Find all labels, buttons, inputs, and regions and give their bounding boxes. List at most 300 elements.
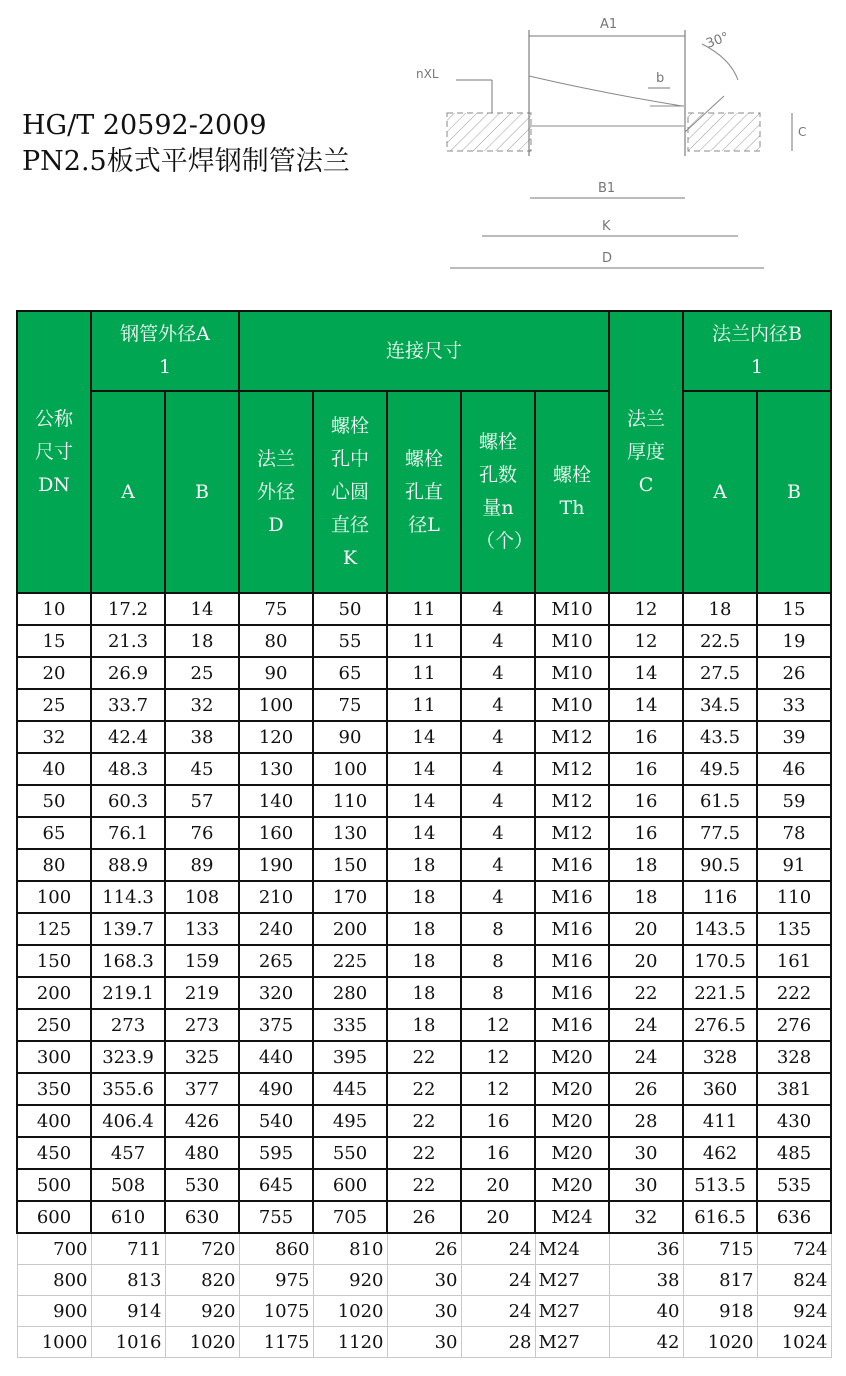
cell-d: 265 <box>239 945 313 977</box>
cell-b1-b: 110 <box>757 881 831 913</box>
cell-k: 395 <box>313 1041 387 1073</box>
header-k: 螺栓孔中心圆直径K <box>313 391 387 593</box>
cell-a1-a: 323.9 <box>91 1041 165 1073</box>
table-row <box>17 1327 831 1358</box>
cell-l: 26 <box>387 1233 461 1265</box>
label-d: D <box>602 251 613 266</box>
pipe-outline <box>529 30 685 156</box>
cell-a1-b: 273 <box>165 1009 239 1041</box>
cell-b1-a: 276.5 <box>683 1009 757 1041</box>
cell-b1-a: 715 <box>683 1233 757 1265</box>
cell-n: 16 <box>461 1105 535 1137</box>
cell-n: 4 <box>461 625 535 657</box>
cell-d: 1175 <box>239 1327 313 1358</box>
cell-dn: 450 <box>17 1137 91 1169</box>
cell-d: 160 <box>239 817 313 849</box>
cell-dn: 65 <box>17 817 91 849</box>
cell-n: 8 <box>461 977 535 1009</box>
cell-th: M20 <box>535 1105 609 1137</box>
cell-th: M12 <box>535 753 609 785</box>
label-c: C <box>798 125 807 139</box>
cell-b1-b: 430 <box>757 1105 831 1137</box>
cell-l: 26 <box>387 1201 461 1233</box>
cell-l: 18 <box>387 977 461 1009</box>
table-row <box>17 625 831 657</box>
cell-dn: 300 <box>17 1041 91 1073</box>
cell-b1-b: 78 <box>757 817 831 849</box>
cell-th: M16 <box>535 881 609 913</box>
cell-a1-a: 42.4 <box>91 721 165 753</box>
cell-a1-b: 14 <box>165 593 239 625</box>
table-row <box>17 1265 831 1296</box>
table-row <box>17 881 831 913</box>
header-a1-b: B <box>165 391 239 593</box>
table-row <box>17 1041 831 1073</box>
cell-a1-b: 530 <box>165 1169 239 1201</box>
flange-spec-table <box>16 310 832 1358</box>
cell-l: 14 <box>387 721 461 753</box>
cell-dn: 500 <box>17 1169 91 1201</box>
table-row <box>17 1073 831 1105</box>
cell-b1-b: 636 <box>757 1201 831 1233</box>
table-body <box>17 593 831 1358</box>
cell-a1-b: 45 <box>165 753 239 785</box>
cell-th: M24 <box>535 1233 609 1265</box>
cell-n: 4 <box>461 753 535 785</box>
label-k: K <box>602 219 611 234</box>
cell-b1-b: 724 <box>757 1233 831 1265</box>
cell-l: 22 <box>387 1137 461 1169</box>
cell-b1-a: 513.5 <box>683 1169 757 1201</box>
cell-n: 28 <box>461 1327 535 1358</box>
label-nxl: nXL <box>416 67 439 81</box>
cell-k: 1020 <box>313 1296 387 1327</box>
cell-d: 100 <box>239 689 313 721</box>
cell-dn: 32 <box>17 721 91 753</box>
cell-th: M10 <box>535 657 609 689</box>
cell-b1-a: 18 <box>683 593 757 625</box>
table-row <box>17 977 831 1009</box>
table-row <box>17 593 831 625</box>
cell-c: 20 <box>609 945 683 977</box>
header-conn-group: 连接尺寸 <box>239 311 609 391</box>
cell-a1-a: 1016 <box>91 1327 165 1358</box>
cell-dn: 100 <box>17 881 91 913</box>
header-b1-group: 法兰内径B1 <box>683 311 831 391</box>
cell-d: 645 <box>239 1169 313 1201</box>
cell-a1-a: 711 <box>91 1233 165 1265</box>
cell-a1-a: 406.4 <box>91 1105 165 1137</box>
cell-th: M20 <box>535 1137 609 1169</box>
cell-dn: 40 <box>17 753 91 785</box>
cell-d: 75 <box>239 593 313 625</box>
cell-b1-b: 381 <box>757 1073 831 1105</box>
cell-l: 22 <box>387 1105 461 1137</box>
cell-k: 810 <box>313 1233 387 1265</box>
cell-b1-a: 61.5 <box>683 785 757 817</box>
table-row <box>17 689 831 721</box>
cell-b1-a: 221.5 <box>683 977 757 1009</box>
cell-n: 4 <box>461 785 535 817</box>
cell-th: M12 <box>535 721 609 753</box>
cell-d: 140 <box>239 785 313 817</box>
cell-c: 16 <box>609 785 683 817</box>
cell-c: 16 <box>609 721 683 753</box>
cell-b1-b: 1024 <box>757 1327 831 1358</box>
cell-n: 24 <box>461 1265 535 1296</box>
cell-th: M20 <box>535 1073 609 1105</box>
table-row <box>17 1105 831 1137</box>
cell-k: 200 <box>313 913 387 945</box>
cell-c: 30 <box>609 1137 683 1169</box>
label-b1: B1 <box>598 181 616 196</box>
cell-d: 375 <box>239 1009 313 1041</box>
cell-dn: 800 <box>17 1265 91 1296</box>
cell-b1-b: 19 <box>757 625 831 657</box>
cell-l: 30 <box>387 1296 461 1327</box>
table-row <box>17 817 831 849</box>
cell-th: M20 <box>535 1169 609 1201</box>
cell-d: 80 <box>239 625 313 657</box>
table-row <box>17 1009 831 1041</box>
cell-a1-a: 139.7 <box>91 913 165 945</box>
cell-a1-b: 920 <box>165 1296 239 1327</box>
cell-th: M10 <box>535 593 609 625</box>
standard-code: HG/T 20592-2009 <box>22 110 267 141</box>
cell-b1-a: 34.5 <box>683 689 757 721</box>
cell-l: 11 <box>387 689 461 721</box>
cell-b1-b: 485 <box>757 1137 831 1169</box>
cell-b1-a: 27.5 <box>683 657 757 689</box>
cell-n: 24 <box>461 1296 535 1327</box>
cell-b1-a: 170.5 <box>683 945 757 977</box>
table-row <box>17 1137 831 1169</box>
table-row <box>17 945 831 977</box>
cell-c: 18 <box>609 849 683 881</box>
cell-th: M27 <box>535 1265 609 1296</box>
flange-section-left <box>447 113 531 151</box>
cell-dn: 10 <box>17 593 91 625</box>
cell-th: M27 <box>535 1296 609 1327</box>
cell-b1-b: 15 <box>757 593 831 625</box>
cell-k: 100 <box>313 753 387 785</box>
cell-dn: 20 <box>17 657 91 689</box>
cell-th: M16 <box>535 945 609 977</box>
cell-c: 30 <box>609 1169 683 1201</box>
cell-n: 20 <box>461 1169 535 1201</box>
cell-b1-b: 46 <box>757 753 831 785</box>
cell-l: 18 <box>387 849 461 881</box>
cell-a1-b: 25 <box>165 657 239 689</box>
cell-c: 26 <box>609 1073 683 1105</box>
header-c: 法兰厚度C <box>609 311 683 593</box>
cell-b1-a: 116 <box>683 881 757 913</box>
cell-a1-a: 610 <box>91 1201 165 1233</box>
header-b1-b: B <box>757 391 831 593</box>
cell-l: 14 <box>387 785 461 817</box>
cell-th: M24 <box>535 1201 609 1233</box>
cell-b1-b: 59 <box>757 785 831 817</box>
cell-a1-b: 1020 <box>165 1327 239 1358</box>
document-title: PN2.5板式平焊钢制管法兰 <box>22 146 350 177</box>
cell-d: 130 <box>239 753 313 785</box>
cell-l: 11 <box>387 657 461 689</box>
cell-th: M20 <box>535 1041 609 1073</box>
cell-d: 440 <box>239 1041 313 1073</box>
cell-th: M10 <box>535 689 609 721</box>
cell-k: 75 <box>313 689 387 721</box>
cell-b1-b: 135 <box>757 913 831 945</box>
cell-c: 40 <box>609 1296 683 1327</box>
cell-b1-a: 328 <box>683 1041 757 1073</box>
cell-a1-a: 457 <box>91 1137 165 1169</box>
cell-c: 14 <box>609 689 683 721</box>
cell-a1-b: 89 <box>165 849 239 881</box>
flange-diagram <box>412 8 842 280</box>
cell-n: 4 <box>461 721 535 753</box>
cell-c: 16 <box>609 753 683 785</box>
cell-dn: 1000 <box>17 1327 91 1358</box>
label-angle: 30° <box>704 29 732 52</box>
cell-b1-b: 824 <box>757 1265 831 1296</box>
cell-b1-a: 49.5 <box>683 753 757 785</box>
cell-a1-b: 108 <box>165 881 239 913</box>
cell-a1-a: 21.3 <box>91 625 165 657</box>
header-b1-a: A <box>683 391 757 593</box>
cell-k: 705 <box>313 1201 387 1233</box>
cell-c: 18 <box>609 881 683 913</box>
cell-d: 190 <box>239 849 313 881</box>
cell-d: 1075 <box>239 1296 313 1327</box>
cell-th: M16 <box>535 849 609 881</box>
table-row <box>17 657 831 689</box>
cell-c: 36 <box>609 1233 683 1265</box>
table-row <box>17 913 831 945</box>
cell-d: 540 <box>239 1105 313 1137</box>
cell-th: M16 <box>535 977 609 1009</box>
cell-a1-a: 219.1 <box>91 977 165 1009</box>
cell-n: 4 <box>461 657 535 689</box>
cell-a1-b: 377 <box>165 1073 239 1105</box>
table-row <box>17 1201 831 1233</box>
cell-d: 90 <box>239 657 313 689</box>
label-b: b <box>656 71 665 86</box>
label-a1: A1 <box>600 17 618 32</box>
cell-n: 4 <box>461 849 535 881</box>
cell-th: M16 <box>535 1009 609 1041</box>
cell-n: 16 <box>461 1137 535 1169</box>
cell-k: 55 <box>313 625 387 657</box>
cell-dn: 250 <box>17 1009 91 1041</box>
cell-k: 1120 <box>313 1327 387 1358</box>
header-a1-a: A <box>91 391 165 593</box>
dimension-lines <box>450 36 792 268</box>
cell-c: 38 <box>609 1265 683 1296</box>
header-dn: 公称尺寸DN <box>17 311 91 593</box>
cell-a1-b: 159 <box>165 945 239 977</box>
cell-c: 20 <box>609 913 683 945</box>
cell-a1-a: 48.3 <box>91 753 165 785</box>
header-n: 螺栓孔数量n（个） <box>461 391 535 593</box>
cell-dn: 700 <box>17 1233 91 1265</box>
cell-a1-b: 426 <box>165 1105 239 1137</box>
cell-n: 4 <box>461 881 535 913</box>
cell-a1-a: 168.3 <box>91 945 165 977</box>
cell-k: 920 <box>313 1265 387 1296</box>
cell-dn: 150 <box>17 945 91 977</box>
cell-b1-a: 360 <box>683 1073 757 1105</box>
cell-a1-b: 820 <box>165 1265 239 1296</box>
cell-a1-a: 914 <box>91 1296 165 1327</box>
cell-dn: 200 <box>17 977 91 1009</box>
cell-c: 24 <box>609 1041 683 1073</box>
cell-d: 860 <box>239 1233 313 1265</box>
table-row <box>17 785 831 817</box>
cell-d: 210 <box>239 881 313 913</box>
cell-a1-b: 720 <box>165 1233 239 1265</box>
cell-d: 120 <box>239 721 313 753</box>
cell-l: 30 <box>387 1265 461 1296</box>
cell-b1-b: 535 <box>757 1169 831 1201</box>
cell-b1-b: 222 <box>757 977 831 1009</box>
cell-a1-b: 133 <box>165 913 239 945</box>
cell-a1-a: 355.6 <box>91 1073 165 1105</box>
cell-dn: 25 <box>17 689 91 721</box>
cell-b1-a: 1020 <box>683 1327 757 1358</box>
cell-dn: 125 <box>17 913 91 945</box>
cell-a1-b: 76 <box>165 817 239 849</box>
title-block <box>22 108 350 180</box>
cell-a1-a: 813 <box>91 1265 165 1296</box>
cell-k: 550 <box>313 1137 387 1169</box>
cell-a1-a: 33.7 <box>91 689 165 721</box>
header-a1-group: 钢管外径A1 <box>91 311 239 391</box>
cell-b1-b: 328 <box>757 1041 831 1073</box>
cell-k: 90 <box>313 721 387 753</box>
cell-dn: 350 <box>17 1073 91 1105</box>
cell-a1-b: 630 <box>165 1201 239 1233</box>
cell-c: 24 <box>609 1009 683 1041</box>
cell-dn: 15 <box>17 625 91 657</box>
cell-th: M12 <box>535 785 609 817</box>
cell-a1-b: 219 <box>165 977 239 1009</box>
header-d: 法兰外径D <box>239 391 313 593</box>
cell-b1-a: 918 <box>683 1296 757 1327</box>
cell-k: 600 <box>313 1169 387 1201</box>
cell-n: 12 <box>461 1073 535 1105</box>
cell-c: 16 <box>609 817 683 849</box>
cell-d: 975 <box>239 1265 313 1296</box>
cell-a1-a: 17.2 <box>91 593 165 625</box>
cell-k: 280 <box>313 977 387 1009</box>
cell-dn: 400 <box>17 1105 91 1137</box>
cell-b1-a: 143.5 <box>683 913 757 945</box>
cell-n: 8 <box>461 945 535 977</box>
cell-a1-b: 32 <box>165 689 239 721</box>
cell-b1-b: 91 <box>757 849 831 881</box>
cell-l: 22 <box>387 1169 461 1201</box>
cell-l: 22 <box>387 1041 461 1073</box>
cell-a1-a: 114.3 <box>91 881 165 913</box>
cell-b1-b: 276 <box>757 1009 831 1041</box>
cell-dn: 50 <box>17 785 91 817</box>
cell-l: 18 <box>387 881 461 913</box>
cell-b1-a: 462 <box>683 1137 757 1169</box>
cell-l: 14 <box>387 817 461 849</box>
cell-n: 4 <box>461 689 535 721</box>
cell-a1-b: 18 <box>165 625 239 657</box>
cell-k: 495 <box>313 1105 387 1137</box>
cell-dn: 900 <box>17 1296 91 1327</box>
cell-b1-a: 22.5 <box>683 625 757 657</box>
cell-a1-a: 76.1 <box>91 817 165 849</box>
cell-d: 755 <box>239 1201 313 1233</box>
cell-c: 32 <box>609 1201 683 1233</box>
cell-k: 50 <box>313 593 387 625</box>
cell-d: 490 <box>239 1073 313 1105</box>
cell-th: M12 <box>535 817 609 849</box>
cell-n: 4 <box>461 817 535 849</box>
cell-d: 595 <box>239 1137 313 1169</box>
cell-a1-b: 38 <box>165 721 239 753</box>
table-row <box>17 849 831 881</box>
cell-k: 225 <box>313 945 387 977</box>
cell-l: 30 <box>387 1327 461 1358</box>
cell-a1-a: 508 <box>91 1169 165 1201</box>
cell-b1-b: 924 <box>757 1296 831 1327</box>
cell-k: 150 <box>313 849 387 881</box>
header-l: 螺栓孔直径L <box>387 391 461 593</box>
cell-l: 11 <box>387 625 461 657</box>
cell-b1-b: 161 <box>757 945 831 977</box>
cell-n: 8 <box>461 913 535 945</box>
cell-dn: 80 <box>17 849 91 881</box>
cell-a1-a: 26.9 <box>91 657 165 689</box>
cell-n: 4 <box>461 593 535 625</box>
cell-c: 28 <box>609 1105 683 1137</box>
cell-b1-a: 616.5 <box>683 1201 757 1233</box>
cell-a1-a: 273 <box>91 1009 165 1041</box>
cell-b1-b: 39 <box>757 721 831 753</box>
cell-l: 18 <box>387 913 461 945</box>
cell-n: 20 <box>461 1201 535 1233</box>
cell-n: 24 <box>461 1233 535 1265</box>
cell-n: 12 <box>461 1009 535 1041</box>
cell-a1-a: 88.9 <box>91 849 165 881</box>
cell-b1-a: 43.5 <box>683 721 757 753</box>
cell-d: 320 <box>239 977 313 1009</box>
cell-c: 12 <box>609 593 683 625</box>
table-row <box>17 721 831 753</box>
table-row <box>17 1296 831 1327</box>
cell-k: 445 <box>313 1073 387 1105</box>
cell-th: M27 <box>535 1327 609 1358</box>
cell-l: 18 <box>387 945 461 977</box>
cell-l: 18 <box>387 1009 461 1041</box>
cell-l: 22 <box>387 1073 461 1105</box>
cell-c: 42 <box>609 1327 683 1358</box>
cell-b1-a: 77.5 <box>683 817 757 849</box>
table-row <box>17 1169 831 1201</box>
cell-c: 12 <box>609 625 683 657</box>
cell-th: M10 <box>535 625 609 657</box>
table-row <box>17 753 831 785</box>
cell-a1-a: 60.3 <box>91 785 165 817</box>
cell-a1-b: 325 <box>165 1041 239 1073</box>
cell-a1-b: 57 <box>165 785 239 817</box>
cell-k: 65 <box>313 657 387 689</box>
cell-b1-b: 33 <box>757 689 831 721</box>
